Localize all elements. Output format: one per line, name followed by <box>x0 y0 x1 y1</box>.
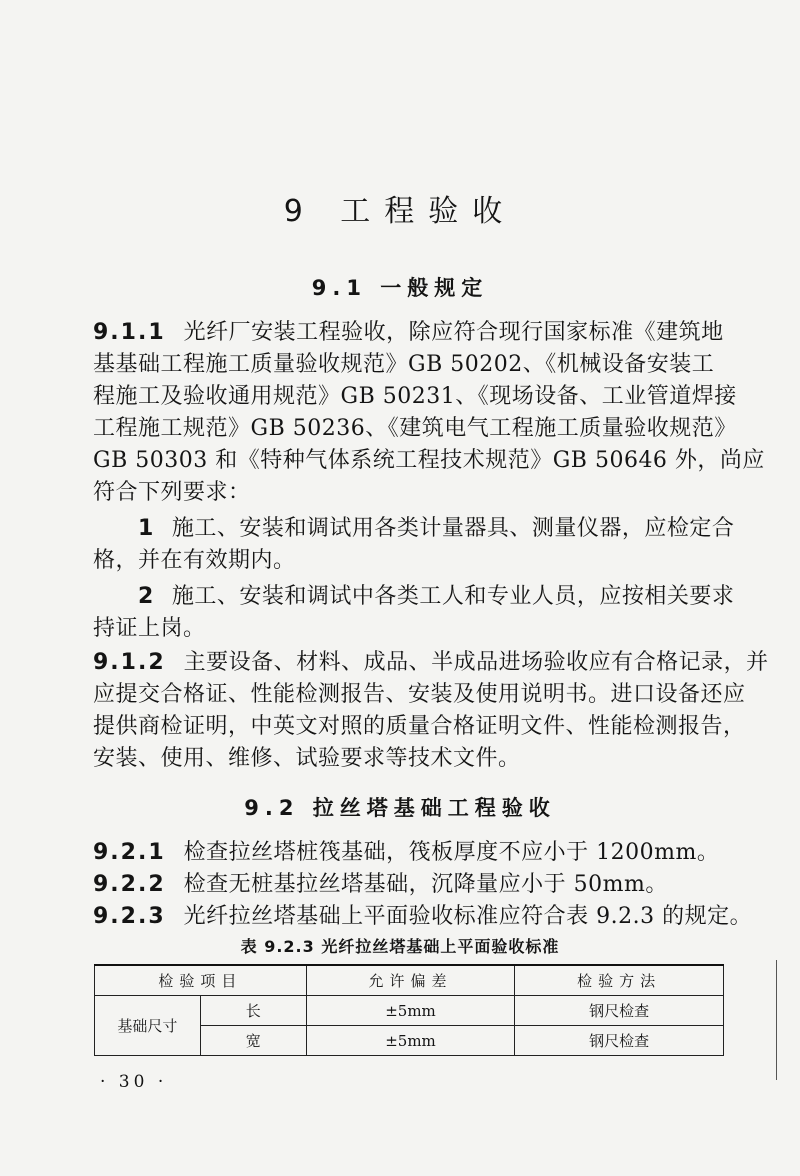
clause-9-2-1 <box>93 838 723 868</box>
header-method: 检验方法 <box>515 965 724 996</box>
clause-9-1-1-line: 工程施工规范》GB 50236、《建筑电气工程施工质量验收规范》 <box>93 416 737 441</box>
item-text: 施工、安装和调试中各类工人和专业人员，应按相关要求 <box>171 584 735 609</box>
item-cell: 宽 <box>200 1026 306 1056</box>
clause-text: 光纤拉丝塔基础上平面验收标准应符合表 9.2.3 的规定。 <box>183 904 753 929</box>
list-item-2-line: 持证上岗。 <box>93 616 206 641</box>
clause-9-1-2-line <box>93 648 769 678</box>
header-inspection-item: 检验项目 <box>95 965 307 996</box>
tolerance-cell: ±5mm <box>306 996 515 1026</box>
clause-text: 检查无桩基拉丝塔基础，沉降量应小于 50mm。 <box>183 872 668 897</box>
clause-9-1-1-line: 程施工及验收通用规范》GB 50231、《现场设备、工业管道焊接 <box>93 384 737 409</box>
clause-text: 主要设备、材料、成品、半成品进场验收应有合格记录，并 <box>183 650 769 675</box>
method-cell: 钢尺检查 <box>515 1026 724 1056</box>
table-row <box>95 996 724 1026</box>
chapter-title: 9 工程验收 <box>283 194 517 229</box>
clause-9-1-1-line: 基基础工程施工质量验收规范》GB 50202、《机械设备安装工 <box>93 352 715 377</box>
clause-9-2-2 <box>93 870 723 900</box>
item-number: 1 <box>138 516 154 541</box>
list-item-2 <box>138 582 735 612</box>
list-item-1-line: 格，并在有效期内。 <box>93 548 296 573</box>
clause-9-1-2-line: 安装、使用、维修、试验要求等技术文件。 <box>93 746 521 771</box>
acceptance-table <box>94 964 724 1056</box>
table-caption: 表 9.2.3 光纤拉丝塔基础上平面验收标准 <box>240 937 560 956</box>
page-number: · 30 · <box>100 1072 168 1092</box>
clause-number: 9.2.1 <box>93 840 166 865</box>
table-header-row <box>95 965 724 996</box>
clause-9-2-3 <box>93 902 753 932</box>
item-text: 施工、安装和调试用各类计量器具、测量仪器，应检定合 <box>171 516 735 541</box>
clause-9-1-1-line <box>93 318 723 348</box>
header-tolerance: 允许偏差 <box>306 965 515 996</box>
clause-text: 光纤厂安装工程验收，除应符合现行国家标准《建筑地 <box>183 320 724 345</box>
item-cell: 长 <box>200 996 306 1026</box>
clause-text: 检查拉丝塔桩筏基础，筏板厚度不应小于 1200mm。 <box>183 840 720 865</box>
scan-edge-line <box>776 960 777 1080</box>
clause-number: 9.1.1 <box>93 320 166 345</box>
section-title-9-2: 9.2 拉丝塔基础工程验收 <box>244 796 556 820</box>
clause-number: 9.1.2 <box>93 650 166 675</box>
group-label-cell: 基础尺寸 <box>95 996 201 1056</box>
clause-9-1-1-line: GB 50303 和《特种气体系统工程技术规范》GB 50646 外，尚应 <box>93 448 765 473</box>
item-number: 2 <box>138 584 154 609</box>
clause-9-1-2-line: 提供商检证明，中英文对照的质量合格证明文件、性能检测报告， <box>93 714 746 739</box>
clause-9-1-2-line: 应提交合格证、性能检测报告、安装及使用说明书。进口设备还应 <box>93 682 746 707</box>
tolerance-cell: ±5mm <box>306 1026 515 1056</box>
clause-9-1-1-line: 符合下列要求： <box>93 480 251 505</box>
method-cell: 钢尺检查 <box>515 996 724 1026</box>
section-title-9-1: 9.1 一般规定 <box>311 276 489 300</box>
clause-number: 9.2.2 <box>93 872 166 897</box>
list-item-1 <box>138 514 735 544</box>
clause-number: 9.2.3 <box>93 904 166 929</box>
